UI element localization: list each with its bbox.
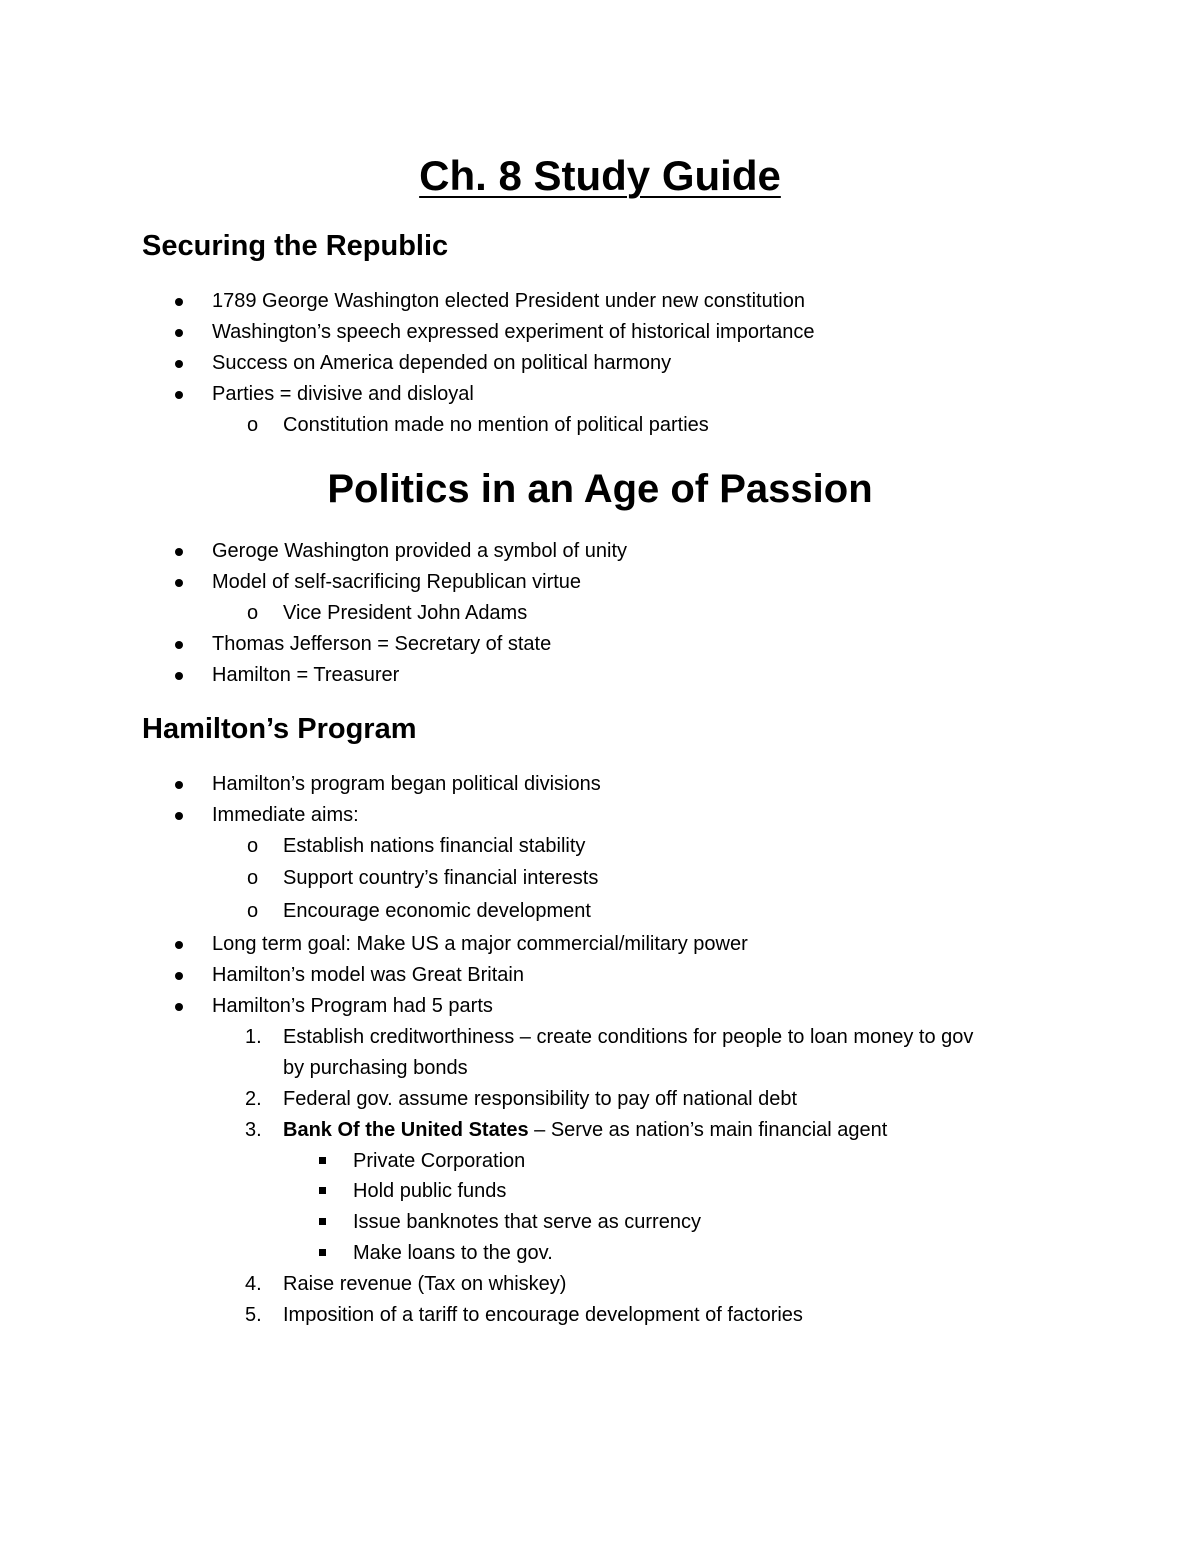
bullet-dot <box>172 777 186 791</box>
list-item: Hamilton’s Program had 5 parts <box>212 995 493 1017</box>
bullet-square <box>317 1154 329 1166</box>
bullet-dot <box>172 294 186 308</box>
list-number: 2. <box>245 1088 262 1110</box>
list-item: Washington’s speech expressed experiment of historical importance <box>212 321 815 343</box>
numbered-item: Establish creditworthiness – create conditions for people to loan money to gov <box>283 1026 974 1048</box>
bullet-dot <box>172 544 186 558</box>
sub-list-item: Support country’s financial interests <box>283 867 599 889</box>
list-number: 3. <box>245 1119 262 1141</box>
bullet-dot <box>172 356 186 370</box>
bullet-dot <box>172 637 186 651</box>
sub-sub-list-item: Make loans to the gov. <box>353 1242 553 1264</box>
sub-sub-list-item: Hold public funds <box>353 1180 507 1202</box>
bullet-square <box>317 1246 329 1258</box>
sub-list-item: Encourage economic development <box>283 900 591 922</box>
bullet-circle: o <box>247 835 259 857</box>
list-number: 5. <box>245 1304 262 1326</box>
bullet-square <box>317 1184 329 1196</box>
list-item: Immediate aims: <box>212 804 359 826</box>
bank-description: – Serve as nation’s main financial agent <box>528 1119 888 1141</box>
sub-sub-list-item: Private Corporation <box>353 1150 526 1172</box>
sub-list-item: Establish nations financial stability <box>283 835 586 857</box>
numbered-item: Imposition of a tariff to encourage development of factories <box>283 1304 803 1326</box>
list-item: Hamilton = Treasurer <box>212 664 400 686</box>
list-item: Thomas Jefferson = Secretary of state <box>212 633 552 655</box>
bullet-dot <box>172 668 186 682</box>
bullet-circle: o <box>247 867 259 889</box>
bullet-dot <box>172 325 186 339</box>
sub-list-item: Constitution made no mention of political parties <box>283 414 709 436</box>
numbered-item: Federal gov. assume responsibility to pay off national debt <box>283 1088 798 1110</box>
bullet-dot <box>172 968 186 982</box>
list-number: 4. <box>245 1273 262 1295</box>
heading-securing-the-republic: Securing the Republic <box>142 230 449 262</box>
list-item: 1789 George Washington elected President under new constitution <box>212 290 805 312</box>
bullet-dot <box>172 999 186 1013</box>
bullet-dot <box>172 937 186 951</box>
sub-list-item: Vice President John Adams <box>283 602 528 624</box>
list-item: Geroge Washington provided a symbol of unity <box>212 540 628 562</box>
list-item: Success on America depended on political harmony <box>212 352 672 374</box>
page-title: Ch. 8 Study Guide <box>419 152 781 199</box>
bullet-circle: o <box>247 900 259 922</box>
sub-sub-list-item: Issue banknotes that serve as currency <box>353 1211 701 1233</box>
heading-politics-in-an-age-of-passion: Politics in an Age of Passion <box>327 467 873 511</box>
bullet-circle: o <box>247 414 259 436</box>
list-item: Model of self-sacrificing Republican virtue <box>212 571 582 593</box>
numbered-item <box>283 1120 887 1140</box>
bullet-circle: o <box>247 602 259 624</box>
list-item: Hamilton’s program began political divisions <box>212 773 601 795</box>
numbered-item: Raise revenue (Tax on whiskey) <box>283 1273 567 1295</box>
list-item: Hamilton’s model was Great Britain <box>212 964 524 986</box>
list-item: Parties = divisive and disloyal <box>212 383 474 405</box>
numbered-item-continuation: by purchasing bonds <box>283 1057 468 1079</box>
bullet-dot <box>172 575 186 589</box>
list-item: Long term goal: Make US a major commercial/military power <box>212 933 748 955</box>
heading-hamiltons-program: Hamilton’s Program <box>142 713 417 745</box>
bullet-square <box>317 1215 329 1227</box>
bank-name: Bank Of the United States <box>283 1119 529 1141</box>
bullet-dot <box>172 387 186 401</box>
list-number: 1. <box>245 1026 262 1048</box>
bullet-dot <box>172 808 186 822</box>
